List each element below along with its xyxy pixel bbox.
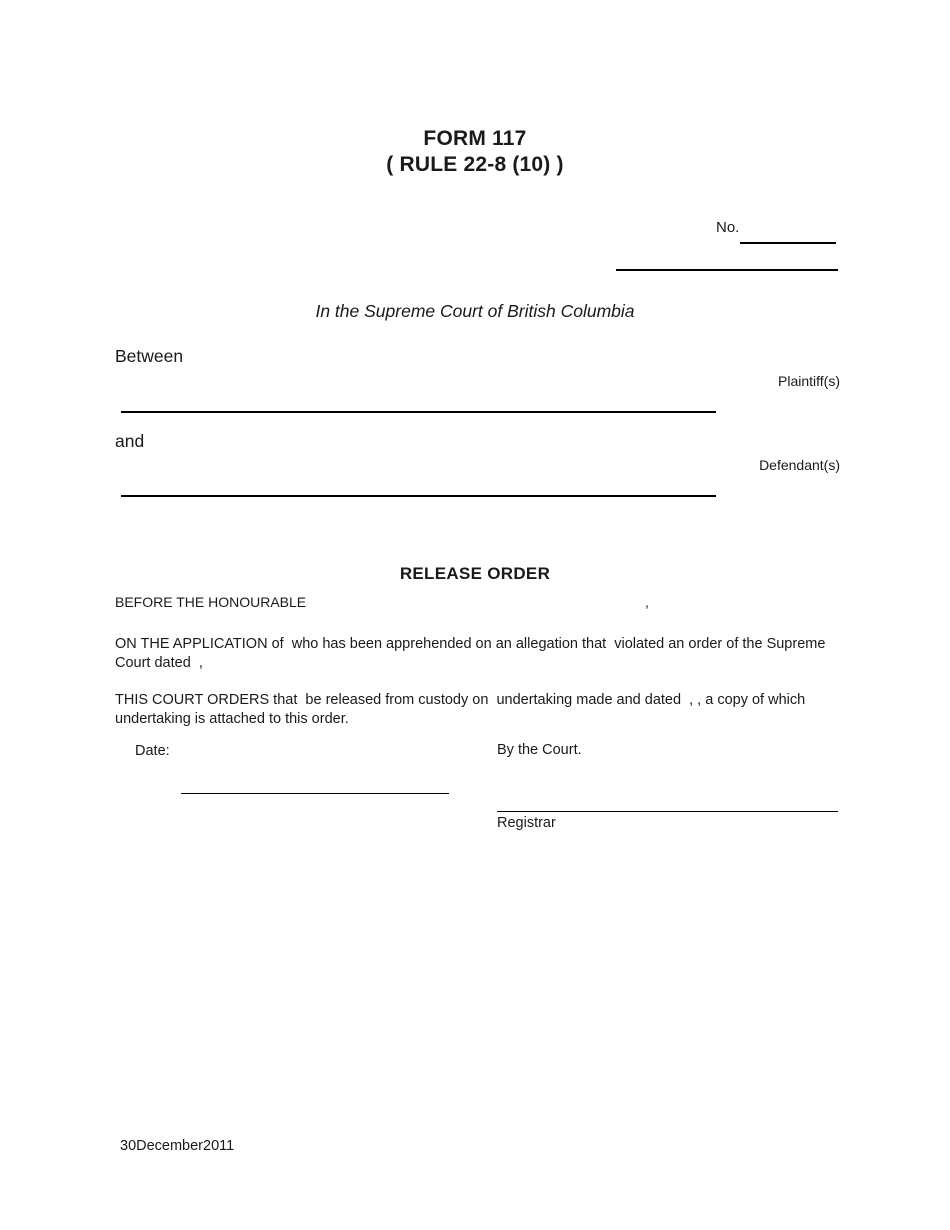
order-title: RELEASE ORDER bbox=[399, 564, 551, 583]
orders-paragraph: THIS COURT ORDERS that be released from custody on undertaking made and dated , , a copy of which undertaking is attached to this order. bbox=[115, 692, 810, 727]
date-fill-line bbox=[181, 793, 449, 794]
date-label: Date: bbox=[135, 743, 170, 759]
registrar-label: Registrar bbox=[497, 815, 556, 831]
by-the-court-label: By the Court. bbox=[497, 742, 582, 758]
court-file-number-label: No. bbox=[716, 219, 740, 236]
court-file-number-line bbox=[740, 242, 836, 244]
application-paragraph: ON THE APPLICATION of who has been apprehended on an allegation that violated an order of the Supreme Court dated , bbox=[115, 636, 830, 671]
before-honourable-label: BEFORE THE HONOURABLE bbox=[115, 594, 307, 610]
and-label: and bbox=[115, 431, 145, 451]
defendant-name-line bbox=[121, 495, 716, 497]
form-title bbox=[0, 126, 950, 178]
court-name: In the Supreme Court of British Columbia bbox=[315, 301, 635, 321]
plaintiff-label: Plaintiff(s) bbox=[778, 373, 840, 389]
form-revision-date: 30December2011 bbox=[120, 1138, 235, 1154]
defendant-label: Defendant(s) bbox=[759, 457, 840, 473]
before-honourable-comma: , bbox=[645, 594, 649, 610]
between-label: Between bbox=[115, 346, 184, 366]
form-title-line2: ( RULE 22-8 (10) ) bbox=[386, 153, 564, 176]
registrar-signature-line bbox=[497, 811, 838, 812]
form-title-line1: FORM 117 bbox=[423, 127, 527, 150]
plaintiff-name-line bbox=[121, 411, 716, 413]
registry-line bbox=[616, 269, 838, 271]
